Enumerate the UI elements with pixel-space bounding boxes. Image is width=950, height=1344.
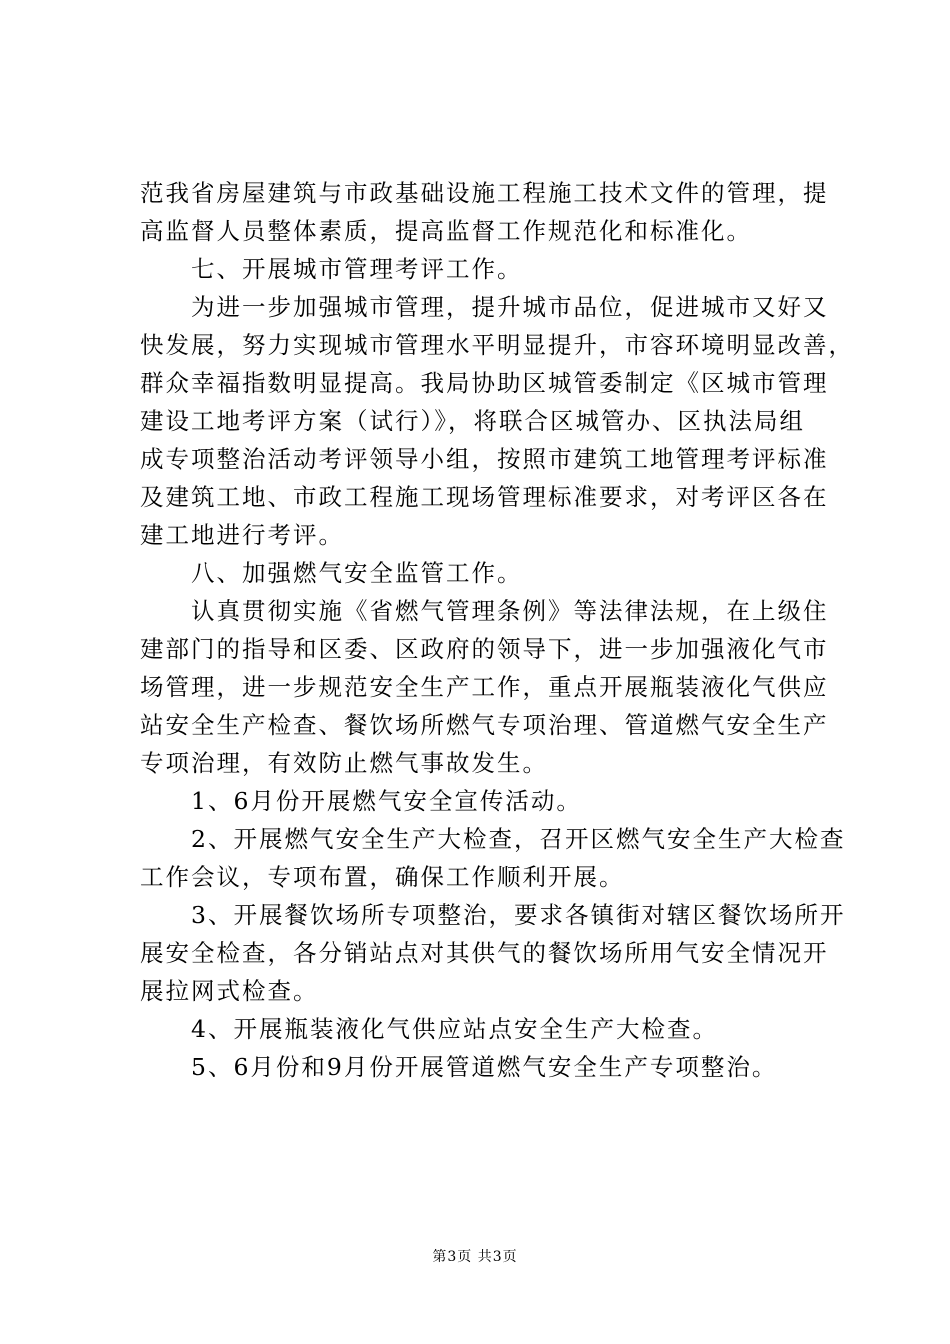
text-line: 建部门的指导和区委、区政府的领导下，进一步加强液化气市: [140, 635, 829, 663]
text-line: 场管理，进一步规范安全生产工作，重点开展瓶装液化气供应: [140, 673, 829, 701]
text-line: 展拉网式检查。: [140, 977, 319, 1005]
list-item: 4、开展瓶装液化气供应站点安全生产大检查。: [140, 1015, 718, 1043]
list-item: 1、6月份开展燃气安全宣传活动。: [140, 787, 582, 815]
list-item: 2、开展燃气安全生产大检查，召开区燃气安全生产大检查: [140, 825, 846, 853]
text-line: 建设工地考评方案（试行）》，将联合区城管办、区执法局组: [140, 407, 805, 435]
section-heading: 八、加强燃气安全监管工作。: [140, 559, 523, 587]
text-line: 认真贯彻实施《省燃气管理条例》等法律法规，在上级住: [140, 597, 829, 625]
list-item: 3、开展餐饮场所专项整治，要求各镇街对辖区餐饮场所开: [140, 901, 846, 929]
text-line: 专项治理，有效防止燃气事故发生。: [140, 749, 548, 777]
text-line: 群众幸福指数明显提高。我局协助区城管委制定《区城市管理: [140, 369, 829, 397]
text-line: 为进一步加强城市管理，提升城市品位，促进城市又好又: [140, 293, 829, 321]
list-item: 5、6月份和9月份开展管道燃气安全生产专项整治。: [140, 1053, 778, 1081]
page-number-footer: 第3页 共3页: [432, 1249, 518, 1265]
text-line: 展安全检查，各分销站点对其供气的餐饮场所用气安全情况开: [140, 939, 829, 967]
text-line: 范我省房屋建筑与市政基础设施工程施工技术文件的管理，提: [140, 179, 829, 207]
text-line: 及建筑工地、市政工程施工现场管理标准要求，对考评区各在: [140, 483, 829, 511]
text-line: 快发展，努力实现城市管理水平明显提升，市容环境明显改善，: [140, 331, 854, 359]
text-line: 建工地进行考评。: [140, 521, 344, 549]
text-line: 工作会议，专项布置，确保工作顺利开展。: [140, 863, 625, 891]
text-line: 站安全生产检查、餐饮场所燃气专项治理、管道燃气安全生产: [140, 711, 829, 739]
text-line: 成专项整治活动考评领导小组，按照市建筑工地管理考评标准: [140, 445, 829, 473]
section-heading: 七、开展城市管理考评工作。: [140, 255, 523, 283]
text-line: 高监督人员整体素质，提高监督工作规范化和标准化。: [140, 217, 752, 245]
document-body: [140, 174, 854, 1086]
